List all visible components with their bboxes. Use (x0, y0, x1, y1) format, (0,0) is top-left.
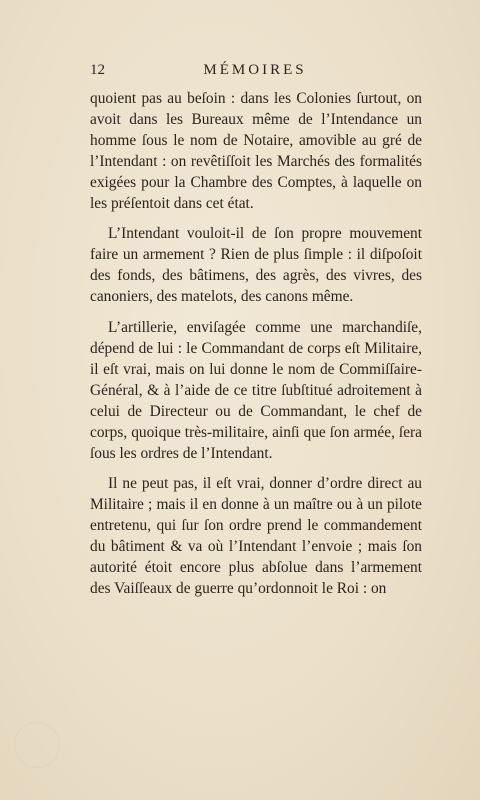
paragraph-3: L’artillerie, enviſagée comme une marchandiſe, dépend de lui : le Commandant de corps eſt Militaire, il eſt vrai, mais on lui donne le nom de Commiſſaire-Général, & à l’aide de ce titre ſubſtitué adroitement à celui de Directeur ou de Commandant, le chef de corps, quoique très-militaire, ainſi que ſon armée, ſera ſous les ordres de l’Intendant. (90, 319, 422, 462)
paragraph-2: L’Intendant vouloit-il de ſon propre mouvement faire un armement ? Rien de plus ſimple : il diſpoſoit des fonds, des bâtimens, des agrès, des vivres, des canoniers, des matelots, des canons même. (90, 225, 422, 306)
body-text (90, 89, 422, 600)
paragraph-1: quoient pas au beſoin : dans les Colonies ſurtout, on avoit dans les Bureaux même de l’Intendance un homme ſous le nom de Notaire, amovible au gré de l’Intendant : on revêtiſſoit les Marchés des formalités exigées pour la Chambre des Comptes, à laquelle on les préſentoit dans cet état. (90, 90, 422, 212)
page-number: 12 (90, 62, 105, 78)
page-header (90, 62, 420, 84)
running-title: MÉMOIRES (203, 62, 307, 78)
library-stamp (14, 722, 60, 768)
paragraph-4: Il ne peut pas, il eſt vrai, donner d’ordre direct au Militaire ; mais il en donne à un maître ou à un pilote entretenu, qui ſur ſon ordre prend le commandement du bâtiment & va où l’Intendant l’envoie ; mais ſon autorité étoit encore plus abſolue dans l’armement des Vaiſſeaux de guerre qu’ordonnoit le Roi : on (90, 475, 422, 597)
